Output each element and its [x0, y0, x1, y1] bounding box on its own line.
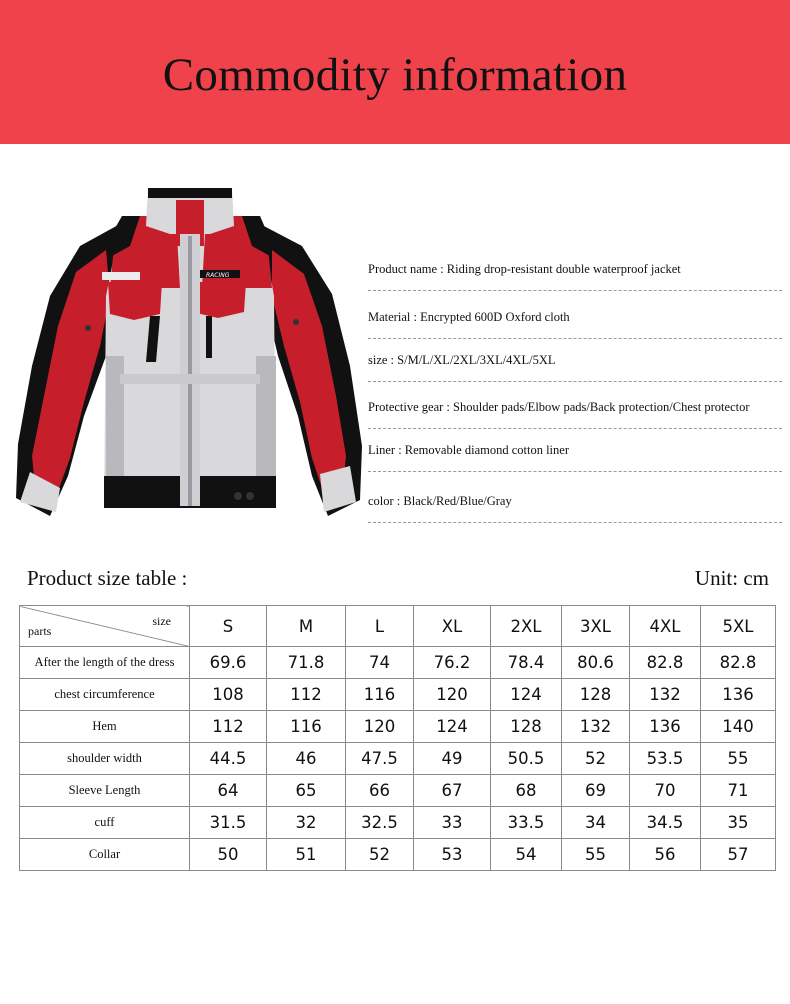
table-cell: 34: [562, 807, 630, 839]
table-cell: 70: [630, 775, 701, 807]
size-column-header: 4XL: [630, 606, 701, 647]
table-cell: 108: [190, 679, 267, 711]
motorcycle-jacket-image: [10, 176, 370, 528]
table-cell: 33: [414, 807, 491, 839]
size-column-header: 5XL: [701, 606, 776, 647]
corner-parts-label: parts: [28, 624, 52, 638]
table-cell: 53.5: [630, 743, 701, 775]
table-cell: 78.4: [491, 647, 562, 679]
table-cell: 50: [190, 839, 267, 871]
table-row: [20, 775, 776, 807]
table-row: [20, 647, 776, 679]
table-cell: 33.5: [491, 807, 562, 839]
table-cell: 57: [701, 839, 776, 871]
table-row: [20, 743, 776, 775]
table-cell: 53: [414, 839, 491, 871]
table-cell: 128: [491, 711, 562, 743]
table-cell: 82.8: [630, 647, 701, 679]
table-row: [20, 711, 776, 743]
spec-product-name: Product name : Riding drop-resistant double waterproof jacket: [368, 262, 782, 291]
spec-protective-gear: Protective gear : Shoulder pads/Elbow pads/Back protection/Chest protector: [368, 400, 782, 429]
size-column-header: S: [190, 606, 267, 647]
table-cell: 54: [491, 839, 562, 871]
left-chest-pocket: [108, 282, 162, 320]
table-cell: 64: [190, 775, 267, 807]
table-cell: 71.8: [267, 647, 346, 679]
table-cell: 124: [414, 711, 491, 743]
row-part-label: chest circumference: [20, 679, 190, 711]
table-cell: 80.6: [562, 647, 630, 679]
table-cell: 120: [414, 679, 491, 711]
row-part-label: Hem: [20, 711, 190, 743]
table-cell: 116: [346, 679, 414, 711]
table-cell: 82.8: [701, 647, 776, 679]
table-cell: 49: [414, 743, 491, 775]
table-cell: 112: [190, 711, 267, 743]
table-cell: 140: [701, 711, 776, 743]
table-cell: 68: [491, 775, 562, 807]
table-cell: 31.5: [190, 807, 267, 839]
table-cell: 46: [267, 743, 346, 775]
row-part-label: Collar: [20, 839, 190, 871]
size-table-body: [20, 647, 776, 871]
table-cell: 69.6: [190, 647, 267, 679]
row-part-label: Sleeve Length: [20, 775, 190, 807]
table-cell: 50.5: [491, 743, 562, 775]
header-banner: [0, 0, 790, 144]
table-cell: 47.5: [346, 743, 414, 775]
spec-liner: Liner : Removable diamond cotton liner: [368, 443, 782, 472]
table-cell: 112: [267, 679, 346, 711]
size-header-row: [20, 606, 776, 647]
table-cell: 136: [701, 679, 776, 711]
table-cell: 34.5: [630, 807, 701, 839]
table-row: [20, 679, 776, 711]
table-cell: 32.5: [346, 807, 414, 839]
table-cell: 65: [267, 775, 346, 807]
table-cell: 132: [562, 711, 630, 743]
corner-size-label: size: [152, 614, 171, 628]
table-cell: 32: [267, 807, 346, 839]
row-part-label: After the length of the dress: [20, 647, 190, 679]
table-cell: 76.2: [414, 647, 491, 679]
svg-text:RACING: RACING: [206, 272, 230, 279]
table-cell: 44.5: [190, 743, 267, 775]
table-cell: 55: [562, 839, 630, 871]
spec-material: Material : Encrypted 600D Oxford cloth: [368, 310, 782, 339]
table-cell: 136: [630, 711, 701, 743]
row-part-label: shoulder width: [20, 743, 190, 775]
table-cell: 128: [562, 679, 630, 711]
table-cell: 55: [701, 743, 776, 775]
table-cell: 74: [346, 647, 414, 679]
table-cell: 67: [414, 775, 491, 807]
size-column-header: 2XL: [491, 606, 562, 647]
table-cell: 35: [701, 807, 776, 839]
page-title: Commodity information: [162, 49, 628, 101]
size-column-header: L: [346, 606, 414, 647]
table-cell: 116: [267, 711, 346, 743]
spec-color: color : Black/Red/Blue/Gray: [368, 494, 782, 523]
size-column-header: 3XL: [562, 606, 630, 647]
table-cell: 124: [491, 679, 562, 711]
table-cell: 69: [562, 775, 630, 807]
table-cell: 56: [630, 839, 701, 871]
table-cell: 120: [346, 711, 414, 743]
spec-size: size : S/M/L/XL/2XL/3XL/4XL/5XL: [368, 353, 782, 382]
size-column-header: M: [267, 606, 346, 647]
size-column-header: XL: [414, 606, 491, 647]
size-table-unit: Unit: cm: [694, 566, 769, 590]
table-cell: 52: [562, 743, 630, 775]
table-cell: 52: [346, 839, 414, 871]
table-cell: 71: [701, 775, 776, 807]
table-cell: 51: [267, 839, 346, 871]
table-row: [20, 839, 776, 871]
size-table: [19, 605, 776, 871]
table-cell: 132: [630, 679, 701, 711]
table-row: [20, 807, 776, 839]
table-cell: 66: [346, 775, 414, 807]
table-corner-cell: [20, 606, 190, 647]
row-part-label: cuff: [20, 807, 190, 839]
size-table-title: Product size table :: [27, 566, 188, 590]
